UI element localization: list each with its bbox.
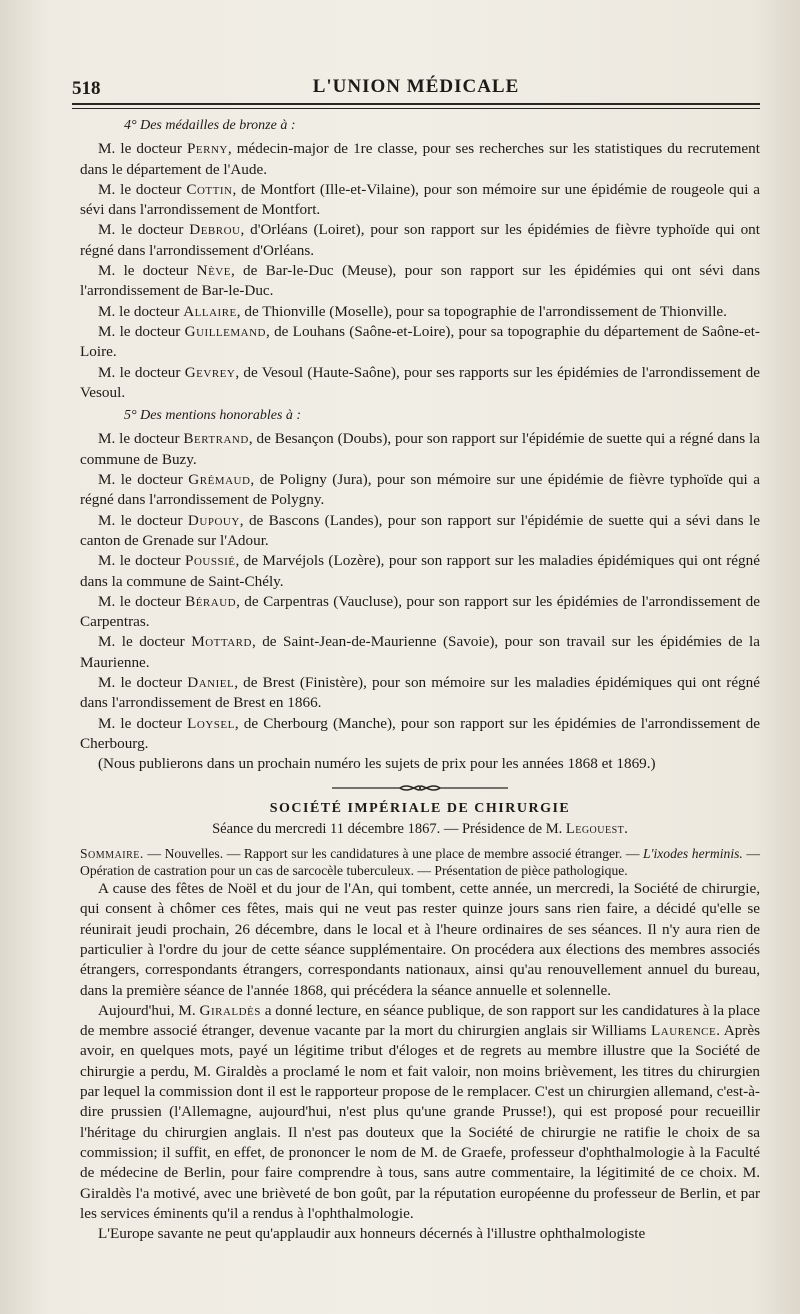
society-title: SOCIÉTÉ IMPÉRIALE DE CHIRURGIE xyxy=(269,800,571,816)
mention-entry: M. le docteur Grémaud, de Poligny (Jura), pour son mémoire sur une épidémie de fièvre typhoïde qui a régné dans l'arrondissement de Polygny. xyxy=(80,471,760,509)
mention-entry: M. le docteur Dupouy, de Bascons (Landes), pour son rapport sur l'épidémie de suette qui a sévi dans le canton de Grenade sur l'Adour. xyxy=(80,511,760,549)
article-paragraph: A cause des fêtes de Noël et du jour de l'An, qui tombent, cette année, un mercredi, la Société de chirurgie, qui consent à chômer ces fêtes, mais qui ne veut pas rester quinze jours sans rien faire, a décidé qu'elle se réunirait jeudi prochain, 26 décembre, dans le local et à l'heure ordinaires de ses séances. Il n'y aura rien de particulier à l'ordre du jour de cette séance supplémentaire. On procédera aux élections des membres associés étrangers, correspondants étrangers, correspondants nationaux, ainsi qu'au renouvellement annuel du bureau, dans la première séance de l'année 1868, qui précédera la séance annuelle et solennelle. xyxy=(80,880,760,999)
laureate-name: Béraud xyxy=(185,592,237,610)
mention-entry: M. le docteur Daniel, de Brest (Finistère), pour son mémoire sur les maladies épidémiques qui ont régné dans l'arrondissement de Brest en 1866. xyxy=(80,674,760,712)
mention-entry: M. le docteur Poussié, de Marvéjols (Lozère), pour son rapport sur les maladies épidémiques qui ont régné dans la commune de Saint-Chély. xyxy=(80,552,760,590)
president-name: Legouest xyxy=(565,820,625,837)
summary-label: Sommaire. xyxy=(80,846,144,862)
laureate-name: Mottard xyxy=(191,633,252,651)
honorable-mentions-heading: 5° Des mentions honorables à : xyxy=(124,408,302,424)
laureate-name: Cottin xyxy=(186,180,233,198)
laureate-name: Gevrey xyxy=(184,363,236,381)
award-entry: M. le docteur Debrou, d'Orléans (Loiret), pour son rapport sur les épidémies de fièvre typhoïde qui ont régné dans l'arrondissement d'Orléans. xyxy=(80,221,760,259)
laureate-name: Debrou xyxy=(189,221,241,239)
laureate-name: Daniel xyxy=(187,674,235,692)
page-number: 518 xyxy=(72,78,101,99)
honorable-mentions-list xyxy=(80,429,760,754)
ornamental-rule-icon xyxy=(330,781,510,795)
page-header xyxy=(72,70,760,104)
page-body xyxy=(80,116,760,1244)
award-entry: M. le docteur Guillemand, de Louhans (Saône-et-Loire), pour sa topographie du département de Saône-et-Loire. xyxy=(80,322,760,361)
laureate-name: Bertrand xyxy=(183,430,249,448)
laureate-name: Dupouy xyxy=(187,511,240,529)
laureate-name: Loysel xyxy=(187,714,235,732)
bronze-medals-heading: 4° Des médailles de bronze à : xyxy=(124,118,296,133)
mention-entry: M. le docteur Béraud, de Carpentras (Vaucluse), pour son rapport sur les épidémies de l'arrondissement de Carpentras. xyxy=(80,592,760,631)
mention-entry: M. le docteur Bertrand, de Besançon (Doubs), pour son rapport sur l'épidémie de suette qui a régné dans la commune de Buzy. xyxy=(80,430,760,468)
mention-entry: M. le docteur Loysel, de Cherbourg (Manche), pour son rapport sur les épidémies de l'arrondissement de Cherbourg. xyxy=(80,714,760,752)
award-entry: M. le docteur Gevrey, de Vesoul (Haute-Saône), pour ses rapports sur les épidémies de l'arrondissement de Vesoul. xyxy=(80,363,760,401)
header-rule xyxy=(72,103,760,109)
summary-paragraph: Sommaire. — Nouvelles. — Rapport sur les candidatures à une place de membre associé étranger. — L'ixodes herminis. — Opération de castration pour un cas de sarcocèle tuberculeux. — Présentation de pièce pathologique. xyxy=(80,846,760,879)
award-entry: M. le docteur Allaire, de Thionville (Moselle), pour sa topographie de l'arrondissement de Thionville. xyxy=(98,302,727,320)
award-entry: M. le docteur Cottin, de Montfort (Ille-et-Vilaine), pour son mémoire sur une épidémie de rougeole qui a sévi dans l'arrondissement de Montfort. xyxy=(80,180,760,219)
bronze-medals-list xyxy=(80,139,760,403)
laureate-name: Poussié xyxy=(185,552,236,570)
prize-topics-note: (Nous publierons dans un prochain numéro les sujets de prix pour les années 1868 et 1869.) xyxy=(98,755,656,773)
running-title: L'UNION MÉDICALE xyxy=(312,76,520,97)
laureate-name: Nève xyxy=(196,262,231,280)
seance-line: Séance du mercredi 11 décembre 1867. — Présidence de M. Legouest. xyxy=(212,820,628,837)
laureate-name: Grémaud xyxy=(188,471,251,489)
award-entry: M. le docteur Perny, médecin-major de 1re classe, pour ses recherches sur les statistiques du recrutement dans le département de l'Aude. xyxy=(80,140,760,178)
article-paragraph: Aujourd'hui, M. Giraldès a donné lecture, en séance publique, de son rapport sur les candidatures à la place de membre associé étranger, devenue vacante par la mort du chirurgien anglais sir Williams Laurence. Après avoir, en quelques mots, payé un légitime tribut d'éloges et de regrets au membre illustre que la Société de chirurgie a perdu, M. Giraldès a proclamé le nom et fait valoir, non moins brièvement, les titres du chirurgien par lequel la commission dont il est le rapporteur propose de le remplacer. C'est un chirurgien allemand, c'est-à-dire prussien (l'Allemagne, aujourd'hui, n'est plus qu'une grande Prusse!), qui est proposé pour recueillir l'héritage du chirurgien anglais. Il n'est pas douteux que la Société de chirurgie ne ratifie le choix de sa commission; il suffit, en effet, de prononcer le nom de M. de Graefe, professeur d'ophthalmologie à la Faculté de médecine de Berlin, pour faire comprendre à tous, sans autre commentaire, la légitimité de ce choix. M. Giraldès l'a motivé, avec une brièveté de bon goût, par la réputation européenne du professeur de Berlin, et par les services éminents qu'il a rendus à l'ophthalmologie. xyxy=(80,1001,761,1222)
article-paragraph: L'Europe savante ne peut qu'applaudir aux honneurs décernés à l'illustre ophthalmologiste xyxy=(98,1225,646,1243)
laureate-name: Perny xyxy=(186,140,228,158)
laureate-name: Guillemand xyxy=(184,322,266,340)
award-entry: M. le docteur Nève, de Bar-le-Duc (Meuse), pour son rapport sur les épidémies qui ont sévi dans l'arrondissement de Bar-le-Duc. xyxy=(80,262,760,300)
laureate-name: Allaire xyxy=(183,302,237,320)
mention-entry: M. le docteur Mottard, de Saint-Jean-de-Maurienne (Savoie), pour son travail sur les épidémies de la Maurienne. xyxy=(80,633,760,671)
